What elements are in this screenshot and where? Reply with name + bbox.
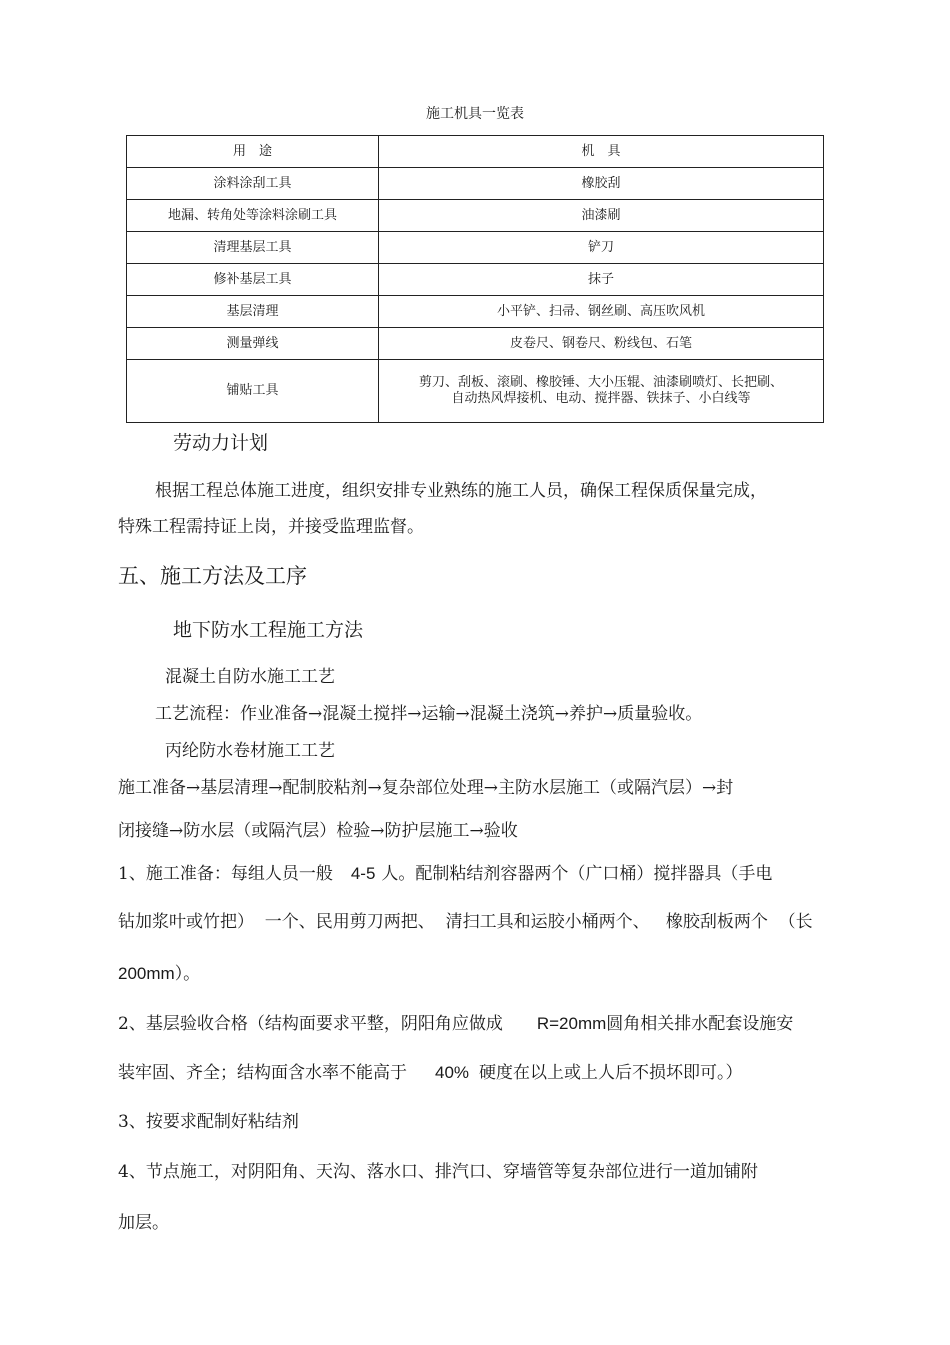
step-number: 200mm xyxy=(118,964,175,983)
labor-paragraph-line: 根据工程总体施工进度，组织安排专业熟练的施工人员，确保工程保质保量完成， xyxy=(155,481,767,501)
section-heading: 五、施工方法及工序 xyxy=(118,564,307,588)
cell-tools: 铲刀 xyxy=(379,232,824,264)
table-row xyxy=(127,360,824,423)
process-flow-line: 闭接缝→防水层（或隔汽层）检验→防护层施工→验收 xyxy=(118,821,518,841)
column-header-tools: 机 具 xyxy=(379,136,824,168)
step-2-line xyxy=(118,1009,793,1034)
step-text: 硬度在以上或上人后不损坏即可。） xyxy=(479,1063,743,1083)
cell-tools-line: 剪刀、刮板、滚刷、橡胶锤、大小压辊、油漆刷喷灯、长把刷、 xyxy=(418,375,783,391)
table-row xyxy=(127,296,824,328)
step-text: 人。配制粘结剂容器两个（广口桶）搅拌器具（手电 xyxy=(381,864,773,884)
step-text: 圆角相关排水配套设施安 xyxy=(606,1014,794,1034)
step-1-line: 钻加浆叶或竹把） 一个、民用剪刀两把、 清扫工具和运胶小桶两个、 橡胶刮板两个 （长 xyxy=(118,912,813,932)
table-row xyxy=(127,168,824,200)
tools-table xyxy=(126,135,824,423)
cell-use: 涂料涂刮工具 xyxy=(127,168,379,200)
step-4-line: 4、节点施工，对阴阳角、天沟、落水口、排汽口、穿墙管等复杂部位进行一道加铺附 xyxy=(118,1162,758,1182)
table-title: 施工机具一览表 xyxy=(426,106,524,122)
step-4-line: 加层。 xyxy=(118,1213,169,1233)
labor-heading: 劳动力计划 xyxy=(173,432,269,454)
process-heading: 丙纶防水卷材施工工艺 xyxy=(165,741,335,761)
table-row xyxy=(127,232,824,264)
cell-use: 铺贴工具 xyxy=(127,360,379,423)
table-row xyxy=(127,200,824,232)
step-text: ）。 xyxy=(174,964,201,984)
subsection-heading: 地下防水工程施工方法 xyxy=(173,619,364,641)
process-heading: 混凝土自防水施工工艺 xyxy=(165,667,335,687)
table-row xyxy=(127,328,824,360)
cell-use: 清理基层工具 xyxy=(127,232,379,264)
step-1-line xyxy=(118,959,200,984)
process-flow-line: 施工准备→基层清理→配制胶粘剂→复杂部位处理→主防水层施工（或隔汽层）→封 xyxy=(118,778,734,798)
cell-tools-line: 自动热风焊接机、电动、搅拌器、铁抹子、小白线等 xyxy=(451,391,751,406)
step-number: 40% xyxy=(435,1063,470,1082)
cell-tools: 小平铲、扫帚、钢丝刷、高压吹风机 xyxy=(379,296,824,328)
step-3-line: 3、按要求配制好粘结剂 xyxy=(118,1112,299,1132)
cell-use: 基层清理 xyxy=(127,296,379,328)
process-flow: 工艺流程：作业准备→混凝土搅拌→运输→混凝土浇筑→养护→质量验收。 xyxy=(155,704,703,724)
step-2-line xyxy=(118,1058,743,1083)
cell-tools: 皮卷尺、钢卷尺、粉线包、石笔 xyxy=(379,328,824,360)
column-header-use: 用 途 xyxy=(127,136,379,168)
table-header-row xyxy=(127,136,824,168)
table-row xyxy=(127,264,824,296)
step-number: R=20mm xyxy=(536,1014,607,1033)
cell-tools: 抹子 xyxy=(379,264,824,296)
step-1-line xyxy=(118,859,772,884)
cell-tools: 油漆刷 xyxy=(379,200,824,232)
cell-use: 地漏、转角处等涂料涂刷工具 xyxy=(127,200,379,232)
step-text: 2、基层验收合格（结构面要求平整，阴阳角应做成 xyxy=(118,1014,503,1034)
labor-paragraph-line: 特殊工程需持证上岗，并接受监理监督。 xyxy=(118,517,424,537)
cell-use: 测量弹线 xyxy=(127,328,379,360)
step-text: 1、施工准备：每组人员一般 xyxy=(118,864,333,884)
step-text: 装牢固、齐全；结构面含水率不能高于 xyxy=(118,1063,407,1083)
cell-tools: 橡胶刮 xyxy=(379,168,824,200)
cell-tools xyxy=(379,360,824,423)
cell-use: 修补基层工具 xyxy=(127,264,379,296)
step-number: 4-5 xyxy=(350,864,376,883)
